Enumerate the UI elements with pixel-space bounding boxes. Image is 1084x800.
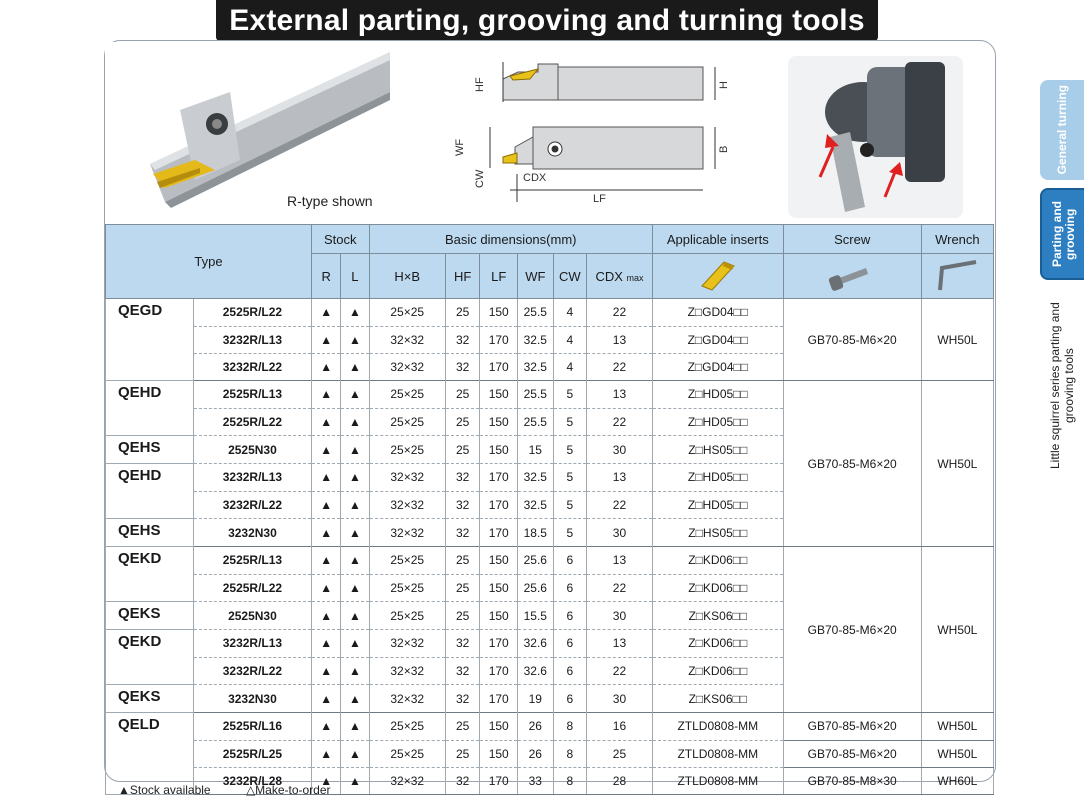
cell-cdx: 13 xyxy=(587,381,653,409)
page-title: External parting, grooving and turning tools xyxy=(216,0,878,41)
cell-stock-r: ▲ xyxy=(312,464,341,492)
header-cw: CW xyxy=(553,254,586,299)
cell-wf: 26 xyxy=(518,740,554,767)
cell-model: 3232R/L13 xyxy=(193,464,311,492)
cell-lf: 150 xyxy=(480,408,518,436)
cell-cw: 8 xyxy=(553,767,586,795)
cell-model: 2525N30 xyxy=(193,436,311,464)
cell-wrench: WH50L xyxy=(921,713,993,741)
cell-lf: 150 xyxy=(480,602,518,630)
b-label: B xyxy=(718,145,730,153)
cell-cdx: 30 xyxy=(587,602,653,630)
cell-stock-l: ▲ xyxy=(341,519,369,547)
cell-model: 3232R/L22 xyxy=(193,657,311,685)
cell-model: 2525R/L22 xyxy=(193,299,311,327)
cell-cw: 6 xyxy=(553,574,586,602)
cell-insert: Z□KD06□□ xyxy=(652,630,783,658)
cell-insert: Z□HD05□□ xyxy=(652,408,783,436)
cell-cw: 6 xyxy=(553,602,586,630)
cell-type xyxy=(106,353,194,381)
cell-stock-r: ▲ xyxy=(312,519,341,547)
cell-insert: Z□HD05□□ xyxy=(652,381,783,409)
cell-wf: 32.5 xyxy=(518,326,554,353)
tool-illustrations xyxy=(105,42,993,222)
cell-insert: Z□GD04□□ xyxy=(652,299,783,327)
cell-stock-r: ▲ xyxy=(312,408,341,436)
cell-wf: 25.6 xyxy=(518,547,554,575)
cell-stock-l: ▲ xyxy=(341,353,369,381)
side-series-text: Little squirrel series parting and grooving tools xyxy=(1048,302,1076,470)
cell-hxb: 32×32 xyxy=(369,464,445,492)
cell-insert: Z□HD05□□ xyxy=(652,464,783,492)
header-stock: Stock xyxy=(312,225,370,254)
table-row xyxy=(106,713,994,741)
cell-hf: 25 xyxy=(445,574,480,602)
cell-model: 3232R/L13 xyxy=(193,326,311,353)
cell-wf: 15 xyxy=(518,436,554,464)
cell-hf: 32 xyxy=(445,767,480,795)
cell-hxb: 32×32 xyxy=(369,657,445,685)
cell-wrench: WH50L xyxy=(921,547,993,713)
cell-stock-r: ▲ xyxy=(312,767,341,795)
cell-hxb: 25×25 xyxy=(369,381,445,409)
cell-hxb: 32×32 xyxy=(369,767,445,795)
cell-type xyxy=(106,740,194,767)
cell-cw: 5 xyxy=(553,381,586,409)
cell-stock-r: ▲ xyxy=(312,602,341,630)
cell-stock-l: ▲ xyxy=(341,491,369,519)
tab-general-turning-label: General turning xyxy=(1054,85,1069,175)
cell-type xyxy=(106,408,194,436)
cell-screw: GB70-85-M6×20 xyxy=(783,381,921,547)
table-row xyxy=(106,381,994,409)
cell-screw: GB70-85-M6×20 xyxy=(783,299,921,381)
cell-hf: 25 xyxy=(445,602,480,630)
dimension-drawing xyxy=(390,42,782,222)
cell-model: 2525R/L16 xyxy=(193,713,311,741)
cell-cw: 6 xyxy=(553,657,586,685)
cell-cw: 6 xyxy=(553,547,586,575)
cell-lf: 150 xyxy=(480,713,518,741)
cell-wf: 26 xyxy=(518,713,554,741)
cell-cdx: 13 xyxy=(587,547,653,575)
cell-insert: Z□KS06□□ xyxy=(652,602,783,630)
cell-hf: 25 xyxy=(445,408,480,436)
cell-stock-l: ▲ xyxy=(341,574,369,602)
cell-lf: 150 xyxy=(480,574,518,602)
tab-general-turning[interactable] xyxy=(1040,80,1084,180)
cell-insert: Z□HD05□□ xyxy=(652,491,783,519)
legend xyxy=(118,783,363,797)
cell-lf: 170 xyxy=(480,630,518,658)
cell-wf: 25.5 xyxy=(518,381,554,409)
header-hf: HF xyxy=(445,254,480,299)
cell-hxb: 25×25 xyxy=(369,574,445,602)
spec-table xyxy=(105,224,994,795)
cell-cw: 5 xyxy=(553,464,586,492)
cell-cw: 8 xyxy=(553,713,586,741)
cell-stock-l: ▲ xyxy=(341,657,369,685)
cell-hf: 25 xyxy=(445,547,480,575)
cell-stock-r: ▲ xyxy=(312,436,341,464)
cell-hf: 32 xyxy=(445,630,480,658)
cdx-label: CDX xyxy=(523,172,547,184)
cell-hxb: 25×25 xyxy=(369,436,445,464)
cell-stock-r: ▲ xyxy=(312,491,341,519)
cell-wf: 15.5 xyxy=(518,602,554,630)
side-series-label xyxy=(1040,296,1084,476)
cell-stock-r: ▲ xyxy=(312,574,341,602)
cell-insert: Z□HS05□□ xyxy=(652,519,783,547)
cell-model: 3232N30 xyxy=(193,519,311,547)
header-inserts: Applicable inserts xyxy=(652,225,783,254)
tab-parting-grooving[interactable] xyxy=(1040,188,1084,280)
cell-wf: 25.5 xyxy=(518,408,554,436)
cell-stock-l: ▲ xyxy=(341,740,369,767)
cell-model: 3232R/L22 xyxy=(193,353,311,381)
cell-insert: ZTLD0808-MM xyxy=(652,767,783,795)
cell-wrench: WH50L xyxy=(921,381,993,547)
cell-hxb: 32×32 xyxy=(369,491,445,519)
cell-hxb: 25×25 xyxy=(369,299,445,327)
cell-cdx: 22 xyxy=(587,408,653,436)
cell-insert: ZTLD0808-MM xyxy=(652,740,783,767)
cdx-text: CDX xyxy=(595,268,623,284)
cell-model: 3232N30 xyxy=(193,685,311,713)
cdx-subscript: max xyxy=(626,272,644,283)
cell-hxb: 25×25 xyxy=(369,740,445,767)
cell-cdx: 30 xyxy=(587,685,653,713)
cell-model: 2525R/L13 xyxy=(193,547,311,575)
cell-hxb: 32×32 xyxy=(369,519,445,547)
cell-cdx: 30 xyxy=(587,519,653,547)
cell-type xyxy=(106,574,194,602)
cell-cdx: 13 xyxy=(587,630,653,658)
cell-wf: 25.5 xyxy=(518,299,554,327)
cell-stock-r: ▲ xyxy=(312,326,341,353)
cell-wrench: WH50L xyxy=(921,740,993,767)
cell-wf: 32.6 xyxy=(518,657,554,685)
cell-wf: 25.6 xyxy=(518,574,554,602)
cell-cw: 4 xyxy=(553,326,586,353)
cell-stock-l: ▲ xyxy=(341,408,369,436)
cell-insert: Z□GD04□□ xyxy=(652,326,783,353)
cell-hxb: 25×25 xyxy=(369,547,445,575)
cw-label: CW xyxy=(474,169,486,188)
cell-lf: 150 xyxy=(480,299,518,327)
cell-stock-r: ▲ xyxy=(312,685,341,713)
cell-stock-r: ▲ xyxy=(312,630,341,658)
cell-type: QEHD xyxy=(106,464,194,492)
cell-wf: 32.5 xyxy=(518,491,554,519)
header-wrench: Wrench xyxy=(921,225,993,254)
cell-screw: GB70-85-M6×20 xyxy=(783,713,921,741)
cell-type: QEGD xyxy=(106,299,194,327)
cell-hxb: 32×32 xyxy=(369,685,445,713)
cell-cw: 5 xyxy=(553,408,586,436)
header-hxb: H×B xyxy=(369,254,445,299)
cell-screw: GB70-85-M6×20 xyxy=(783,547,921,713)
cell-type: QEKD xyxy=(106,630,194,658)
cell-insert: ZTLD0808-MM xyxy=(652,713,783,741)
cell-screw: GB70-85-M8×30 xyxy=(783,767,921,795)
cell-hxb: 25×25 xyxy=(369,713,445,741)
cell-cw: 5 xyxy=(553,436,586,464)
cell-hf: 25 xyxy=(445,713,480,741)
cell-stock-l: ▲ xyxy=(341,326,369,353)
cell-cdx: 13 xyxy=(587,464,653,492)
cell-cdx: 13 xyxy=(587,326,653,353)
cell-cw: 5 xyxy=(553,491,586,519)
cell-type: QEKS xyxy=(106,602,194,630)
cell-type xyxy=(106,657,194,685)
header-l: L xyxy=(341,254,369,299)
cell-wf: 32.6 xyxy=(518,630,554,658)
cell-hxb: 32×32 xyxy=(369,353,445,381)
cell-stock-l: ▲ xyxy=(341,464,369,492)
cell-hxb: 32×32 xyxy=(369,630,445,658)
cell-wf: 33 xyxy=(518,767,554,795)
cell-lf: 170 xyxy=(480,685,518,713)
cell-model: 2525N30 xyxy=(193,602,311,630)
cell-stock-l: ▲ xyxy=(341,767,369,795)
cell-model: 3232R/L22 xyxy=(193,491,311,519)
cell-cw: 5 xyxy=(553,519,586,547)
header-type: Type xyxy=(106,225,312,299)
cell-lf: 170 xyxy=(480,464,518,492)
cell-cdx: 22 xyxy=(587,299,653,327)
cell-stock-r: ▲ xyxy=(312,299,341,327)
cell-lf: 150 xyxy=(480,381,518,409)
table-row xyxy=(106,740,994,767)
cell-stock-l: ▲ xyxy=(341,381,369,409)
cell-cw: 8 xyxy=(553,740,586,767)
tab-parting-grooving-label: Parting and grooving xyxy=(1050,201,1077,268)
cell-stock-l: ▲ xyxy=(341,630,369,658)
header-screw: Screw xyxy=(783,225,921,254)
screw-icon xyxy=(783,254,921,299)
insert-icon xyxy=(652,254,783,299)
cell-type: QEHS xyxy=(106,519,194,547)
header-cdx xyxy=(587,254,653,299)
cell-type xyxy=(106,326,194,353)
cell-model: 3232R/L28 xyxy=(193,767,311,795)
cell-insert: Z□KS06□□ xyxy=(652,685,783,713)
cell-lf: 170 xyxy=(480,519,518,547)
cell-hf: 25 xyxy=(445,436,480,464)
cell-lf: 150 xyxy=(480,436,518,464)
cell-hxb: 32×32 xyxy=(369,326,445,353)
header-lf: LF xyxy=(480,254,518,299)
cell-stock-l: ▲ xyxy=(341,602,369,630)
cell-stock-r: ▲ xyxy=(312,547,341,575)
cell-stock-r: ▲ xyxy=(312,740,341,767)
cell-stock-r: ▲ xyxy=(312,713,341,741)
cell-cdx: 22 xyxy=(587,491,653,519)
cell-insert: Z□HS05□□ xyxy=(652,436,783,464)
cell-hf: 32 xyxy=(445,326,480,353)
cell-hf: 25 xyxy=(445,299,480,327)
cell-hxb: 25×25 xyxy=(369,408,445,436)
cell-model: 2525R/L22 xyxy=(193,574,311,602)
cell-stock-l: ▲ xyxy=(341,713,369,741)
image-caption: R-type shown xyxy=(287,193,373,209)
cell-lf: 150 xyxy=(480,740,518,767)
cell-cdx: 22 xyxy=(587,657,653,685)
table-row xyxy=(106,547,994,575)
table-row xyxy=(106,299,994,327)
cell-wf: 18.5 xyxy=(518,519,554,547)
cell-insert: Z□KD06□□ xyxy=(652,574,783,602)
h-label: H xyxy=(718,81,730,89)
spindle-photo xyxy=(788,56,963,218)
cell-cdx: 28 xyxy=(587,767,653,795)
cell-hf: 25 xyxy=(445,740,480,767)
cell-model: 2525R/L25 xyxy=(193,740,311,767)
cell-lf: 150 xyxy=(480,547,518,575)
wrench-icon xyxy=(921,254,993,299)
cell-cw: 6 xyxy=(553,685,586,713)
wf-label: WF xyxy=(454,138,466,156)
cell-hxb: 25×25 xyxy=(369,602,445,630)
cell-stock-l: ▲ xyxy=(341,436,369,464)
cell-cdx: 16 xyxy=(587,713,653,741)
cell-insert: Z□GD04□□ xyxy=(652,353,783,381)
cell-lf: 170 xyxy=(480,491,518,519)
cell-stock-r: ▲ xyxy=(312,353,341,381)
cell-hf: 32 xyxy=(445,657,480,685)
cell-wrench: WH60L xyxy=(921,767,993,795)
cell-insert: Z□KD06□□ xyxy=(652,547,783,575)
cell-cdx: 22 xyxy=(587,574,653,602)
cell-wf: 32.5 xyxy=(518,464,554,492)
header-basic-dimensions: Basic dimensions(mm) xyxy=(369,225,652,254)
cell-type: QEHS xyxy=(106,436,194,464)
cell-stock-r: ▲ xyxy=(312,657,341,685)
cell-screw: GB70-85-M6×20 xyxy=(783,740,921,767)
cell-type: QELD xyxy=(106,713,194,741)
cell-stock-l: ▲ xyxy=(341,547,369,575)
cell-type xyxy=(106,491,194,519)
cell-hf: 32 xyxy=(445,491,480,519)
header-wf: WF xyxy=(518,254,554,299)
legend-stock-available: ▲Stock available xyxy=(118,783,211,797)
cell-insert: Z□KD06□□ xyxy=(652,657,783,685)
cell-model: 3232R/L13 xyxy=(193,630,311,658)
cell-cw: 6 xyxy=(553,630,586,658)
cell-type: QEHD xyxy=(106,381,194,409)
cell-cdx: 22 xyxy=(587,353,653,381)
cell-stock-l: ▲ xyxy=(341,299,369,327)
cell-lf: 170 xyxy=(480,353,518,381)
cell-lf: 170 xyxy=(480,326,518,353)
lf-label: LF xyxy=(593,193,606,205)
cell-hf: 32 xyxy=(445,685,480,713)
cell-hf: 25 xyxy=(445,381,480,409)
cell-model: 2525R/L22 xyxy=(193,408,311,436)
cell-cw: 4 xyxy=(553,353,586,381)
header-r: R xyxy=(312,254,341,299)
cell-lf: 170 xyxy=(480,767,518,795)
cell-stock-l: ▲ xyxy=(341,685,369,713)
legend-make-to-order: △Make-to-order xyxy=(245,783,331,797)
cell-wf: 32.5 xyxy=(518,353,554,381)
cell-hf: 32 xyxy=(445,464,480,492)
cell-cw: 4 xyxy=(553,299,586,327)
cell-lf: 170 xyxy=(480,657,518,685)
cell-type: QEKS xyxy=(106,685,194,713)
cell-hf: 32 xyxy=(445,519,480,547)
spec-table-body xyxy=(106,299,994,795)
cell-stock-r: ▲ xyxy=(312,381,341,409)
cell-cdx: 30 xyxy=(587,436,653,464)
cell-type: QEKD xyxy=(106,547,194,575)
cell-wrench: WH50L xyxy=(921,299,993,381)
cell-hf: 32 xyxy=(445,353,480,381)
cell-wf: 19 xyxy=(518,685,554,713)
cell-cdx: 25 xyxy=(587,740,653,767)
hf-label: HF xyxy=(474,77,486,92)
cell-model: 2525R/L13 xyxy=(193,381,311,409)
